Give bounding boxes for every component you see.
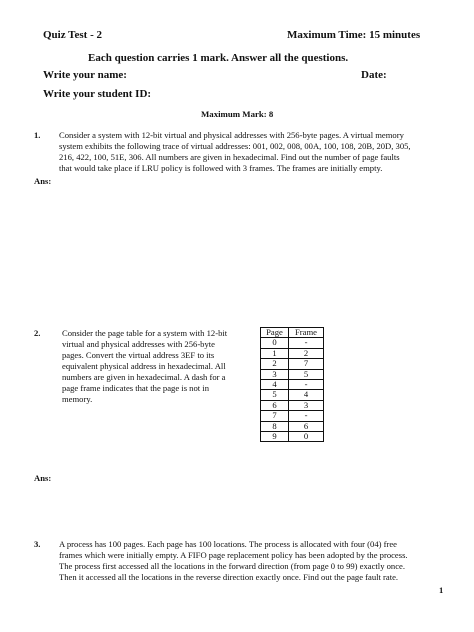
frame-cell: - <box>289 380 324 390</box>
frame-cell: 4 <box>289 390 324 400</box>
page-column-header: Page <box>261 328 289 338</box>
table-row <box>261 390 324 400</box>
page-cell: 4 <box>261 380 289 390</box>
question-2-line: Consider the page table for a system with 12-bit <box>62 328 228 338</box>
frame-cell: 2 <box>289 348 324 358</box>
max-time: Maximum Time: 15 minutes <box>287 29 421 41</box>
table-row <box>261 380 324 390</box>
frame-cell: 5 <box>289 369 324 379</box>
question-3-line: Then it accessed all the locations in the reverse direction exactly once. Find out the page fault rate. <box>59 572 399 582</box>
frame-cell: 6 <box>289 421 324 431</box>
table-row <box>261 338 324 348</box>
question-3-line: frames which were initially empty. A FIFO page replacement policy has been adopted by the process. <box>59 550 408 560</box>
page-cell: 5 <box>261 390 289 400</box>
frame-cell: - <box>289 338 324 348</box>
table-row <box>261 359 324 369</box>
frame-cell: 0 <box>289 432 324 442</box>
question-1-text <box>59 130 444 174</box>
question-3-number: 3. <box>34 539 41 549</box>
question-2-line: numbers are given in hexadecimal. A dash for a <box>62 372 226 382</box>
question-3-line: The process first accessed all the locations in the forward direction (from page 0 to 99) exactly once. <box>59 561 406 571</box>
page-number: 1 <box>439 585 444 595</box>
question-1-answer-label: Ans: <box>34 176 52 186</box>
frame-cell: 7 <box>289 359 324 369</box>
table-row <box>261 369 324 379</box>
page-cell: 9 <box>261 432 289 442</box>
question-2-text <box>62 328 252 405</box>
table-row <box>261 421 324 431</box>
max-mark: Maximum Mark: 8 <box>201 109 274 119</box>
question-1-line: that would take place if LRU policy is followed with 3 frames. The frames are initially empty. <box>59 163 383 173</box>
quiz-title: Quiz Test - 2 <box>43 29 102 41</box>
question-2-line: virtual and physical addresses with 256-byte <box>62 339 215 349</box>
page-table <box>260 327 324 442</box>
frame-column-header: Frame <box>289 328 324 338</box>
page-table-header-row <box>261 328 324 338</box>
instructions: Each question carries 1 mark. Answer all the questions. <box>88 52 349 64</box>
frame-cell: - <box>289 411 324 421</box>
table-row <box>261 432 324 442</box>
student-id-label: Write your student ID: <box>43 88 152 100</box>
question-2-line: memory. <box>62 394 93 404</box>
question-1-line: Consider a system with 12-bit virtual and physical addresses with 256-byte pages. A virtual memory <box>59 130 404 140</box>
question-1-line: system exhibits the following trace of virtual addresses: 001, 002, 008, 00A, 100, 108, 20B, 20D, 305, <box>59 141 411 151</box>
date-label: Date: <box>361 69 387 81</box>
question-1-number: 1. <box>34 130 41 140</box>
page-cell: 3 <box>261 369 289 379</box>
question-2-line: pages. Convert the virtual address 3EF to its <box>62 350 215 360</box>
frame-cell: 3 <box>289 400 324 410</box>
page-cell: 6 <box>261 400 289 410</box>
table-row <box>261 411 324 421</box>
page-cell: 0 <box>261 338 289 348</box>
question-1-line: 216, 422, 100, 51E, 306. All numbers are given in hexadecimal. Find out the number of page faults <box>59 152 400 162</box>
question-2-number: 2. <box>34 328 41 338</box>
question-2-answer-label: Ans: <box>34 473 52 483</box>
page-cell: 1 <box>261 348 289 358</box>
page-cell: 2 <box>261 359 289 369</box>
question-3-text <box>59 539 444 583</box>
question-2-line: equivalent physical address in hexadecimal. All <box>62 361 226 371</box>
table-row <box>261 400 324 410</box>
question-3-line: A process has 100 pages. Each page has 100 locations. The process is allocated with four (04) free <box>59 539 397 549</box>
page-cell: 8 <box>261 421 289 431</box>
question-2-line: page frame indicates that the page is not in <box>62 383 209 393</box>
table-row <box>261 348 324 358</box>
name-label: Write your name: <box>43 69 127 81</box>
page-cell: 7 <box>261 411 289 421</box>
